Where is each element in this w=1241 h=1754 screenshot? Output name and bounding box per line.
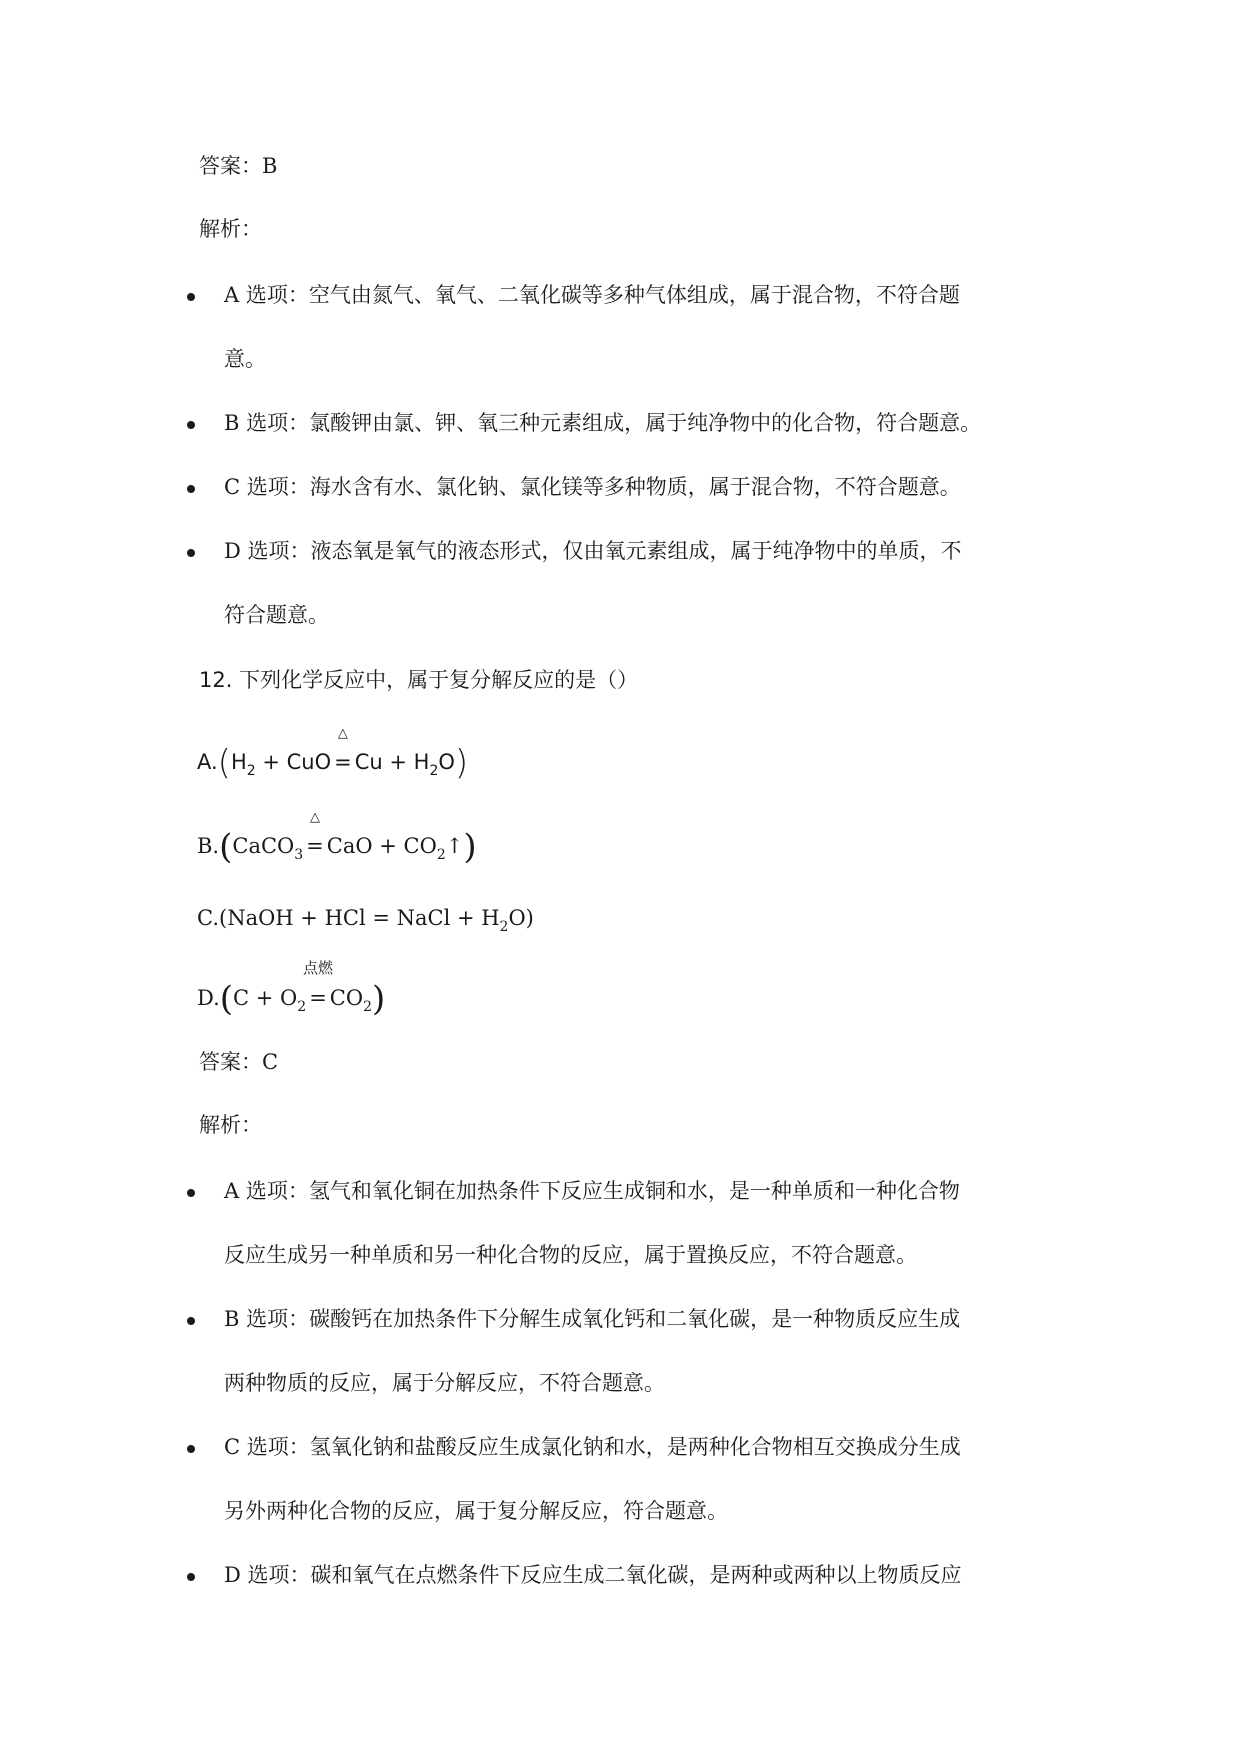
q12-answer: 答案：C: [199, 1050, 279, 1074]
paren-open: (: [219, 979, 234, 1019]
option-c-label: C.: [197, 906, 219, 930]
q12-analysis-label: 解析：: [199, 1113, 262, 1137]
q11-bullet-c-line1: C 选项：海水含有水、氯化钠、氯化镁等多种物质，属于混合物，不符合题意。: [224, 475, 961, 499]
q11-bullet-a-line2: 意。: [224, 347, 266, 371]
equals-sign: =: [306, 834, 324, 858]
bullet-dot: [187, 549, 195, 557]
q12-option-d: [197, 959, 386, 1022]
q12-option-c: [197, 903, 534, 942]
q11-bullet-d-line1: D 选项：液态氧是氧气的液态形式，仅由氧元素组成，属于纯净物中的单质，不: [224, 539, 962, 563]
q12-bullet-c-line2: 另外两种化合物的反应，属于复分解反应，符合题意。: [224, 1499, 728, 1523]
bullet-dot: [187, 1573, 195, 1581]
q12-bullet-a-line1: A 选项：氢气和氧化铜在加热条件下反应生成铜和水，是一种单质和一种化合物: [224, 1179, 960, 1203]
q12-bullet-b-line1: B 选项：碳酸钙在加热条件下分解生成氧化钙和二氧化碳，是一种物质反应生成: [224, 1307, 961, 1331]
q12-bullet-c-line1: C 选项：氢氧化钠和盐酸反应生成氯化钠和水，是两种化合物相互交换成分生成: [224, 1435, 961, 1459]
condition-ignite: 点燃: [302, 959, 333, 977]
q11-answer: 答案：B: [199, 154, 278, 178]
formula-part: Cu: [354, 750, 383, 774]
formula-subscript: 2: [363, 999, 373, 1015]
formula-part: +: [372, 834, 404, 858]
reaction-sign: [334, 726, 352, 777]
bullet-dot: [187, 1445, 195, 1453]
option-a-label: A.: [197, 750, 218, 774]
option-d-label: D.: [197, 986, 220, 1010]
formula-part: (NaOH + HCl = NaCl + H: [219, 906, 500, 930]
paren-close: ): [372, 979, 386, 1019]
formula-part: CO: [329, 986, 364, 1010]
q11-bullet-d-line2: 符合题意。: [224, 603, 329, 627]
bullet-dot: [187, 1189, 195, 1197]
formula-part: C + O: [233, 986, 298, 1010]
formula-subscript: 2: [297, 999, 307, 1015]
formula-part: +: [255, 750, 287, 774]
formula-part: CaCO: [232, 834, 295, 858]
reaction-sign: [302, 959, 333, 1013]
q11-analysis-label: 解析：: [199, 217, 262, 241]
equals-sign: =: [334, 750, 352, 774]
condition-heat: △: [337, 726, 348, 741]
q12-option-b: [197, 810, 477, 870]
formula-part: O): [508, 906, 534, 930]
formula-part: H: [413, 750, 430, 774]
formula-subscript: 2: [429, 763, 439, 779]
bullet-dot: [187, 293, 195, 301]
bullet-dot: [187, 1317, 195, 1325]
bullet-dot: [187, 485, 195, 493]
option-b-label: B.: [197, 834, 220, 858]
paren-close: ): [463, 827, 477, 867]
paren-close: ): [454, 743, 469, 783]
formula-subscript: 2: [246, 763, 256, 779]
paren-open: (: [219, 827, 233, 867]
q12-bullet-a-line2: 反应生成另一种单质和另一种化合物的反应，属于置换反应，不符合题意。: [224, 1243, 917, 1267]
formula-part: O: [438, 750, 455, 774]
formula-part: CO: [403, 834, 437, 858]
q12-bullet-b-line2: 两种物质的反应，属于分解反应，不符合题意。: [224, 1371, 665, 1395]
formula-part: +: [382, 750, 414, 774]
reaction-sign: [306, 810, 324, 861]
formula-subscript: 2: [436, 847, 446, 863]
q11-bullet-b-line1: B 选项：氯酸钾由氯、钾、氧三种元素组成，属于纯净物中的化合物，符合题意。: [224, 411, 982, 435]
q11-bullet-a-line1: A 选项：空气由氮气、氧气、二氧化碳等多种气体组成，属于混合物，不符合题: [224, 283, 960, 307]
formula-subscript: 2: [499, 919, 509, 935]
q12-question: 12. 下列化学反应中，属于复分解反应的是（）: [199, 668, 639, 692]
gas-arrow-icon: ↑: [445, 834, 464, 858]
q12-bullet-d-line1: D 选项：碳和氧气在点燃条件下反应生成二氧化碳，是两种或两种以上物质反应: [224, 1563, 962, 1587]
formula-part: CaO: [326, 834, 373, 858]
formula-part: H: [230, 750, 247, 774]
equals-sign: =: [309, 986, 327, 1010]
formula-part: CuO: [286, 750, 332, 774]
q12-option-a: [197, 726, 469, 786]
condition-heat: △: [309, 810, 320, 825]
bullet-dot: [187, 421, 195, 429]
formula-subscript: 3: [294, 847, 304, 863]
paren-open: (: [217, 743, 231, 783]
